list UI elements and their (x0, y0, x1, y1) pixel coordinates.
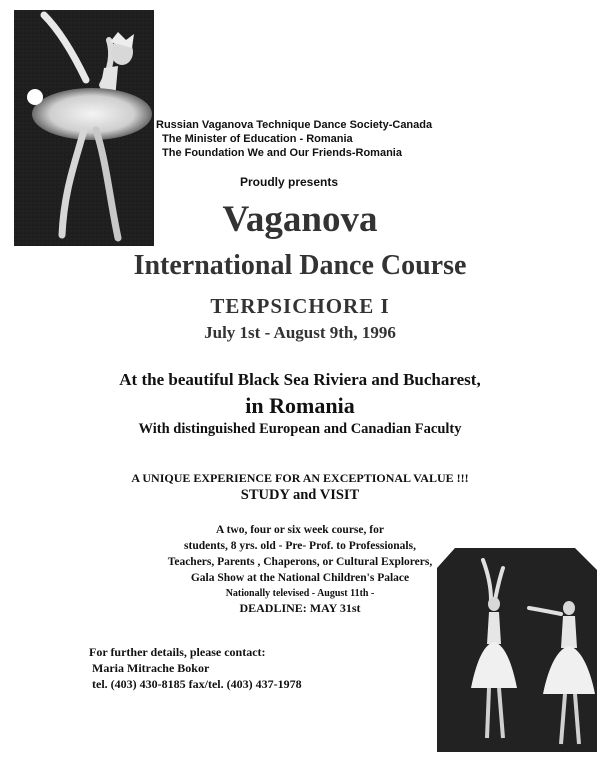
tagline-unique: A UNIQUE EXPERIENCE FOR AN EXCEPTIONAL VALUE !!! (131, 471, 469, 485)
detail-line: A two, four or six week course, for (216, 524, 384, 536)
presents-line: Proudly presents (240, 175, 339, 189)
televised-line: Nationally televised - August 11th - (225, 588, 375, 599)
detail-line: Gala Show at the National Children's Palace (190, 572, 410, 584)
detail-line: students, 8 yrs. old - Pre- Prof. to Professionals, (184, 540, 416, 552)
location-country: in Romania (245, 393, 355, 418)
organizers-block (156, 118, 432, 160)
tagline-study-visit: STUDY and VISIT (240, 487, 360, 503)
faculty-line: With distinguished European and Canadian Faculty (138, 421, 462, 437)
course-edition: TERPSICHORE I (210, 294, 390, 318)
organizer-line: The Foundation We and Our Friends-Romania (162, 147, 402, 159)
dancers-photo-bottom (437, 548, 597, 752)
dancers-silhouette-bottom (437, 548, 597, 752)
contact-name: Maria Mitrache Bokor (92, 661, 210, 675)
contact-block (89, 644, 302, 692)
detail-line: Teachers, Parents , Chaperons, or Cultural Explorers, (167, 556, 433, 568)
course-title-sub: International Dance Course (133, 250, 467, 281)
contact-phones: tel. (403) 430-8185 fax/tel. (403) 437-1978 (92, 677, 302, 691)
contact-intro: For further details, please contact: (89, 645, 266, 659)
location-line: At the beautiful Black Sea Riviera and Bucharest, (119, 370, 481, 389)
deadline-line: DEADLINE: MAY 31st (239, 601, 361, 615)
course-title-main: Vaganova (222, 199, 378, 240)
organizer-line: The Minister of Education - Romania (162, 133, 353, 145)
course-dates: July 1st - August 9th, 1996 (204, 323, 396, 342)
organizer-line: Russian Vaganova Technique Dance Society-Canada (156, 119, 433, 131)
